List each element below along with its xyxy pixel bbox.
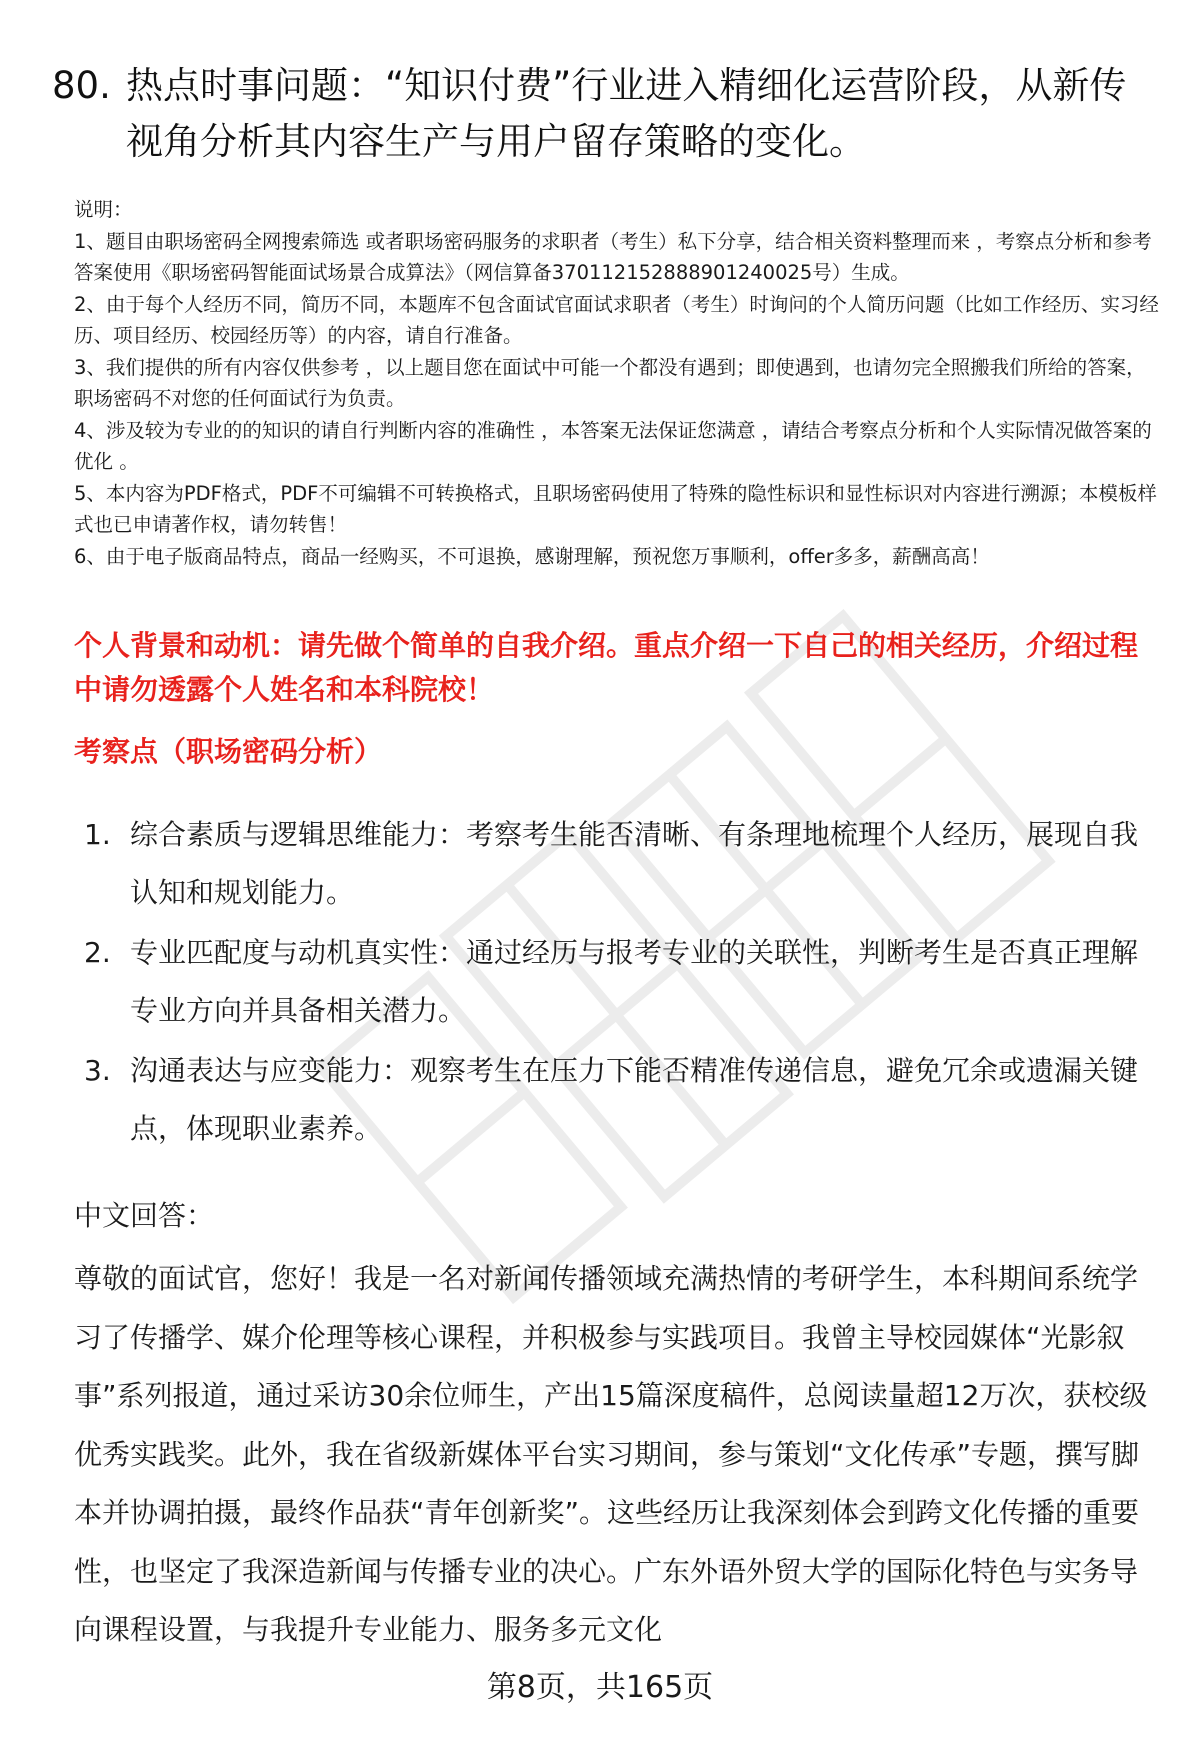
note-item: 6、由于电子版商品特点，商品一经购买，不可退换，感谢理解，预祝您万事顺利，offer多多，薪酬高高！ — [74, 544, 990, 568]
analysis-point — [84, 1042, 1154, 1158]
note-item: 1、题目由职场密码全网搜索筛选 或者职场密码服务的求职者（考生）私下分享，结合相关资料整理而来 ，考察点分析和参考答案使用《职场密码智能面试场景合成算法》（网信算备370112152888901240025号）生成。 — [74, 229, 1152, 284]
point-text: 综合素质与逻辑思维能力：考察考生能否清晰、有条理地梳理个人经历，展现自我认知和规划能力。 — [130, 818, 1139, 909]
point-number: 3. — [84, 1054, 111, 1087]
note-item: 5、本内容为PDF格式，PDF不可编辑不可转换格式，且职场密码使用了特殊的隐性标识和显性标识对内容进行溯源；本模板样式也已申请著作权，请勿转售！ — [74, 481, 1157, 536]
answer-body: 尊敬的面试官，您好！我是一名对新闻传播领域充满热情的考研学生，本科期间系统学习了传播学、媒介伦理等核心课程，并积极参与实践项目。我曾主导校园媒体“光影叙事”系列报道，通过采访30余位师生，产出15篇深度稿件，总阅读量超12万次，获校级优秀实践奖。此外，我在省级新媒体平台实习期间，参与策划“文化传承”专题，撰写脚本并协调拍摄，最终作品获“青年创新奖”。这些经历让我深刻体会到跨文化传播的重要性，也坚定了我深造新闻与传播专业的决心。广东外语外贸大学的国际化特色与实务导向课程设置，与我提升专业能力、服务多元文化 — [74, 1262, 1148, 1646]
note-item: 4、涉及较为专业的的知识的请自行判断内容的准确性 ，本答案无法保证您满意 ，请结合考察点分析和个人实际情况做答案的优化 。 — [74, 418, 1152, 473]
point-text: 沟通表达与应变能力：观察考生在压力下能否精准传递信息，避免冗余或遗漏关键点，体现职业素养。 — [130, 1054, 1139, 1145]
note-item: 3、我们提供的所有内容仅供参考 ，以上题目您在面试中可能一个都没有遇到；即使遇到，也请勿完全照搬我们所给的答案，职场密码不对您的任何面试行为负责。 — [74, 355, 1146, 410]
notes-heading: 说明： — [74, 198, 133, 221]
analysis-points — [84, 806, 1154, 1160]
background-heading: 个人背景和动机：请先做个简单的自我介绍。重点介绍一下自己的相关经历，介绍过程中请勿透露个人姓名和本科院校！ — [74, 629, 1139, 706]
point-number: 2. — [84, 936, 111, 969]
notes-block — [74, 194, 1164, 572]
analysis-point — [84, 806, 1154, 922]
point-text: 专业匹配度与动机真实性：通过经历与报考专业的关联性，判断考生是否真正理解专业方向并具备相关潜力。 — [130, 936, 1139, 1027]
point-number: 1. — [84, 818, 111, 851]
page-footer: 第8页，共165页 — [486, 1670, 714, 1705]
question-number: 80. — [52, 64, 111, 107]
analysis-point — [84, 924, 1154, 1040]
answer-label: 中文回答： — [74, 1199, 215, 1232]
question-title — [52, 58, 1152, 170]
analysis-heading: 考察点（职场密码分析） — [74, 735, 383, 768]
question-text: 热点时事问题：“知识付费”行业进入精细化运营阶段，从新传视角分析其内容生产与用户留存策略的变化。 — [126, 64, 1127, 163]
note-item: 2、由于每个人经历不同，简历不同，本题库不包含面试官面试求职者（考生）时询问的个人简历问题（比如工作经历、实习经历、项目经历、校园经历等）的内容，请自行准备。 — [74, 292, 1159, 347]
